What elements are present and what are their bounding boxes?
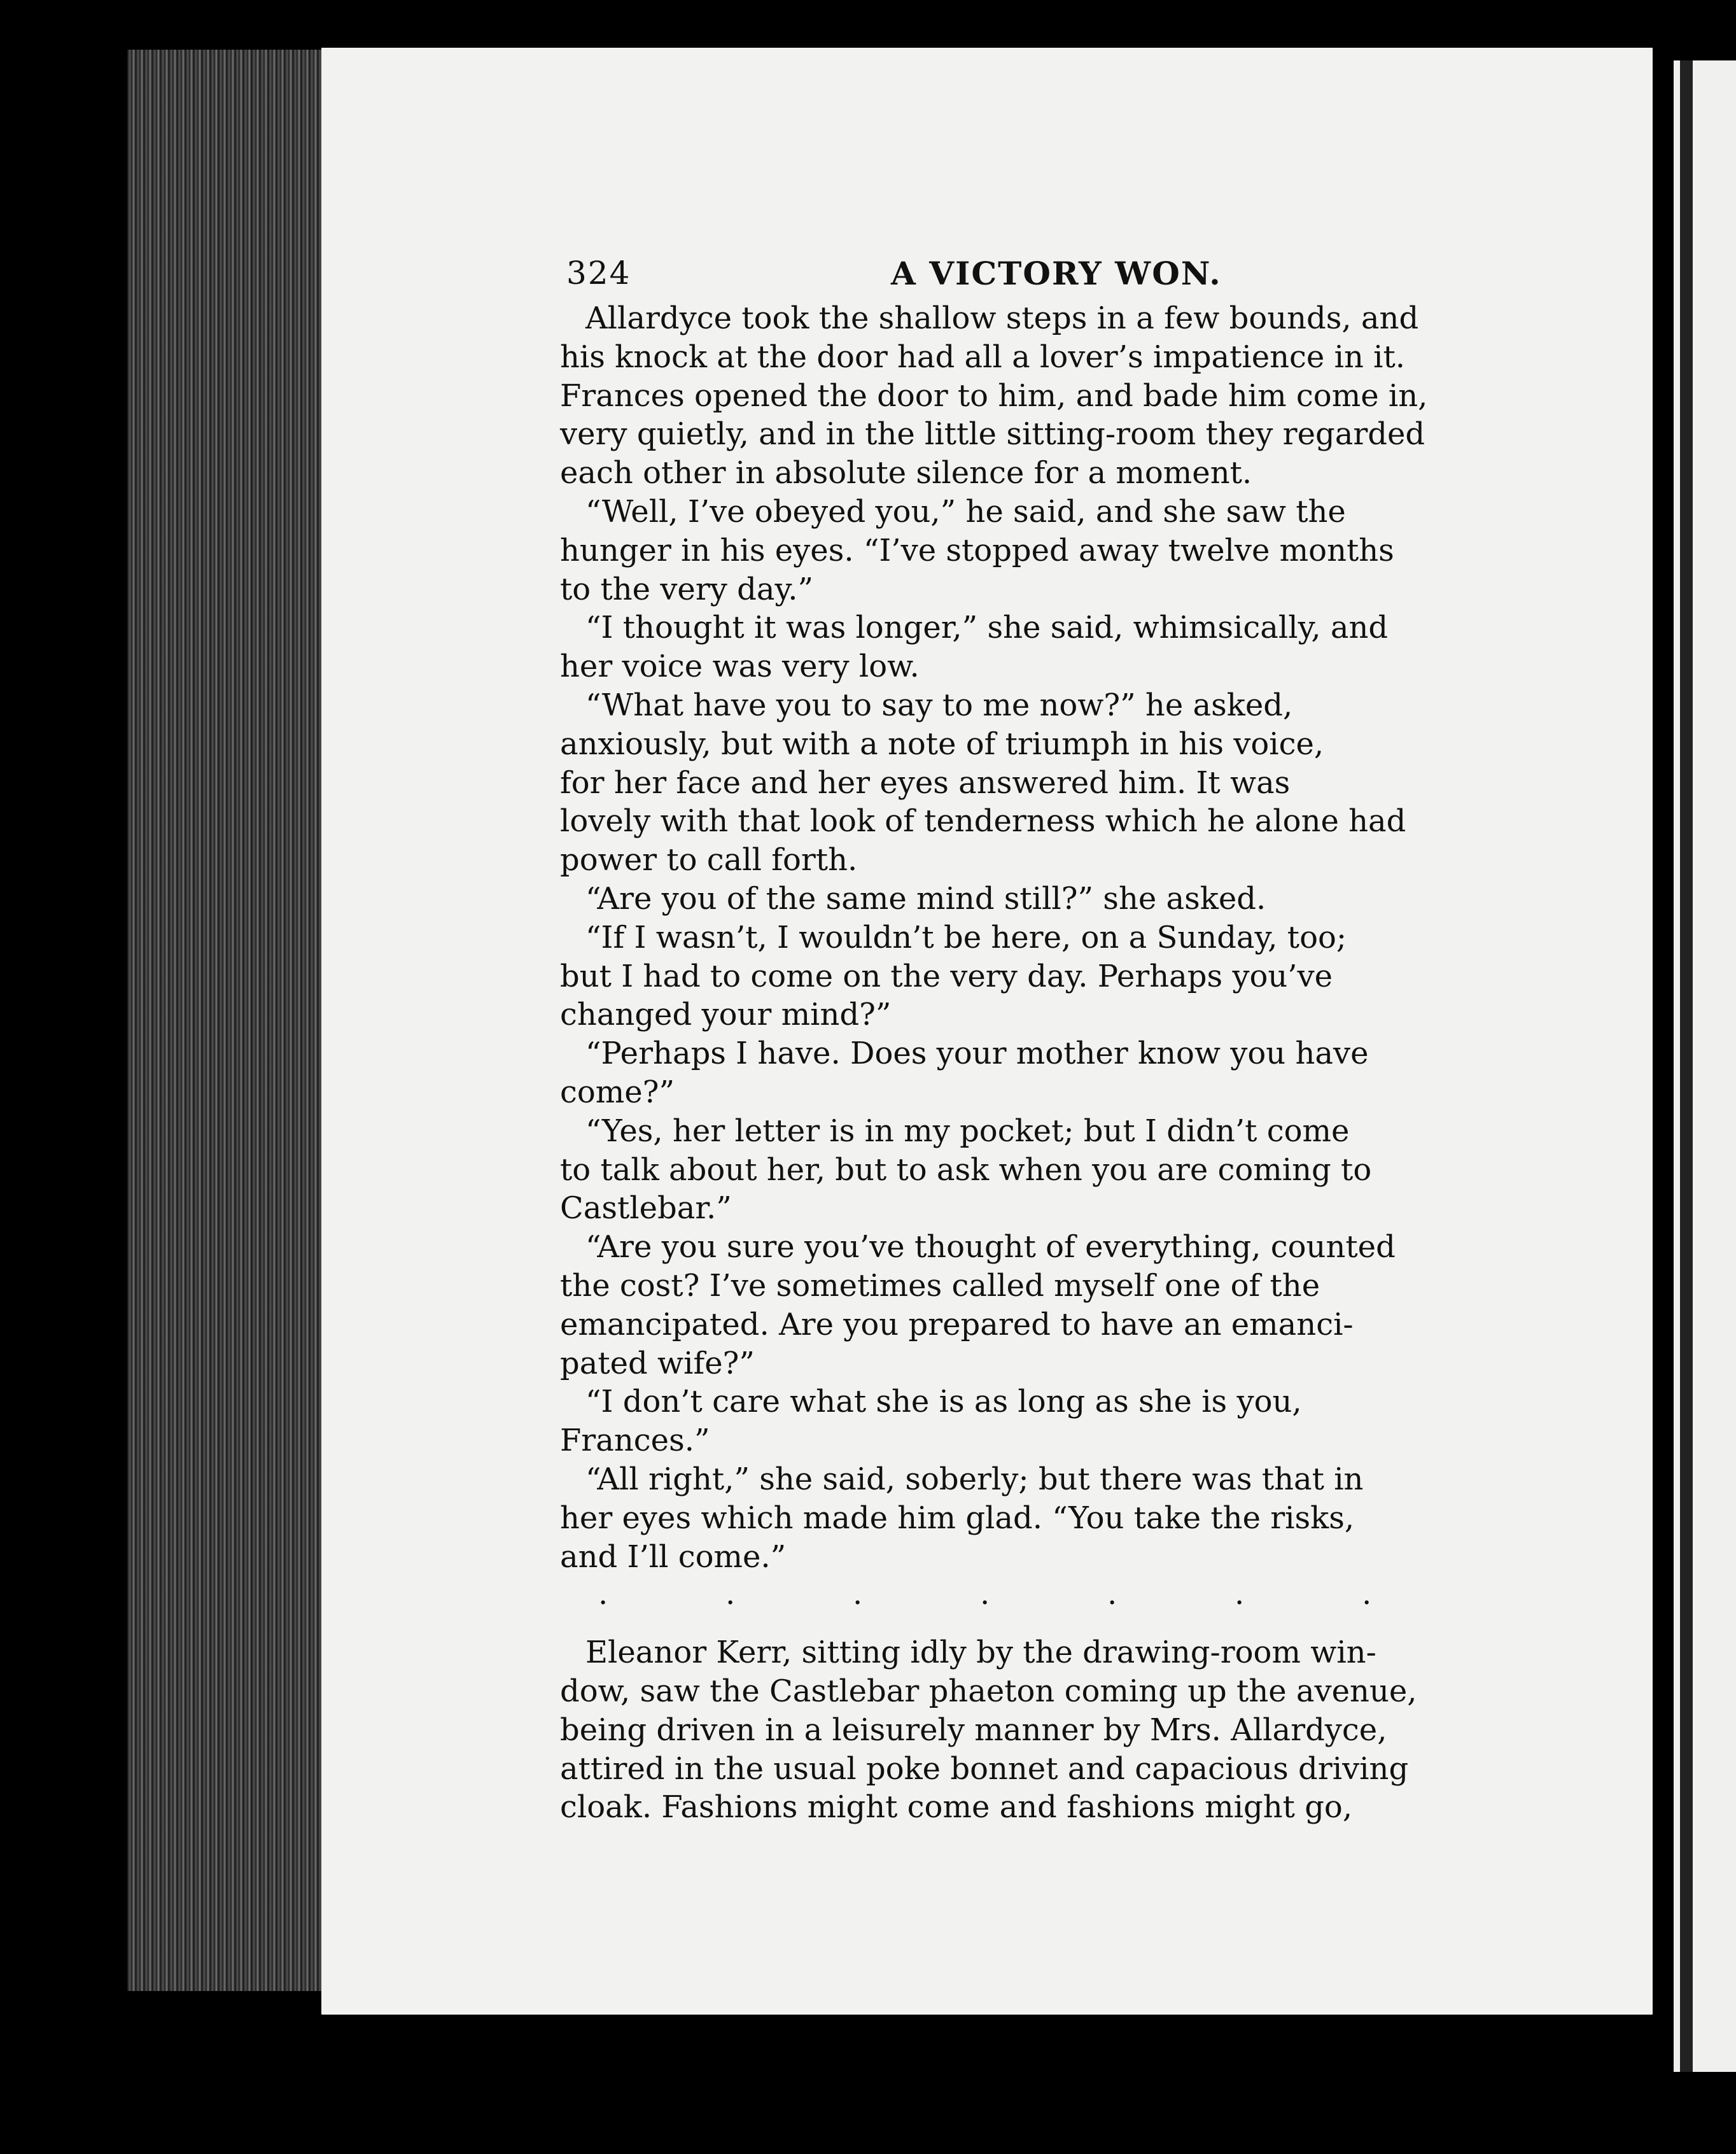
page-number: 324 (566, 255, 631, 292)
paragraph: “Yes, her letter is in my pocket; but I didn’t come to talk about her, but to ask when you are coming to Castlebar.” (560, 1113, 1372, 1227)
paragraph: “Are you sure you’ve thought of everything, counted the cost? I’ve sometimes called myself one of the emancipated. Are you prepared to have an emanci- pated wife?” (560, 1229, 1396, 1381)
paragraph: “All right,” she said, soberly; but there was that in her eyes which made him glad. “You take the risks, and I’ll come.” (560, 1461, 1364, 1575)
paragraph: “Well, I’ve obeyed you,” he said, and she saw the hunger in his eyes. “I’ve stopped away twelve months to the very day.” (560, 493, 1394, 607)
paragraph: “I don’t care what she is as long as she is you, Frances.” (560, 1384, 1302, 1459)
section-break-dot: . (1107, 1576, 1117, 1612)
paragraph: Allardyce took the shallow steps in a few bounds, and his knock at the door had all a lover’s impatience in it. Frances opened the door to him, and bade him come in, very quietly, and in the little sitting-room they regarded each other in absolute silence for a moment. (560, 300, 1428, 491)
running-head (560, 255, 1502, 299)
section-break-dot: . (1235, 1576, 1245, 1612)
page-text-block (560, 255, 1502, 1827)
section-break-dot: . (725, 1576, 736, 1612)
section-break-dot: . (598, 1576, 608, 1612)
paragraph: “Are you of the same mind still?” she asked. (585, 880, 1266, 917)
paragraph: Eleanor Kerr, sitting idly by the drawing-room win- dow, saw the Castlebar phaeton coming up the avenue, being driven in a leisurely manner by Mrs. Allardyce, attired in the usual poke bonnet and capacious driving cloak. Fashions might come and fashions might go, (560, 1635, 1417, 1826)
paragraph: “I thought it was longer,” she said, whimsically, and her voice was very low. (560, 610, 1389, 685)
running-title: A VICTORY WON. (891, 255, 1222, 292)
paragraph: “Perhaps I have. Does your mother know you have come?” (560, 1036, 1369, 1110)
section-break (560, 1576, 1502, 1633)
section-break-dot: . (980, 1576, 990, 1612)
facing-page-gutter (1680, 60, 1693, 2072)
paragraph: “What have you to say to me now?” he asked, anxiously, but with a note of triumph in his voice, for her face and her eyes answered him. It was lovely with that look of tenderness which he alone had power to call forth. (560, 687, 1406, 878)
section-break-dot: . (1362, 1576, 1372, 1612)
paragraph: “If I wasn’t, I wouldn’t be here, on a Sunday, too; but I had to come on the very day. Perhaps you’ve changed your mind?” (560, 919, 1347, 1033)
section-break-dot: . (853, 1576, 863, 1612)
book-page-edges (127, 50, 331, 1991)
